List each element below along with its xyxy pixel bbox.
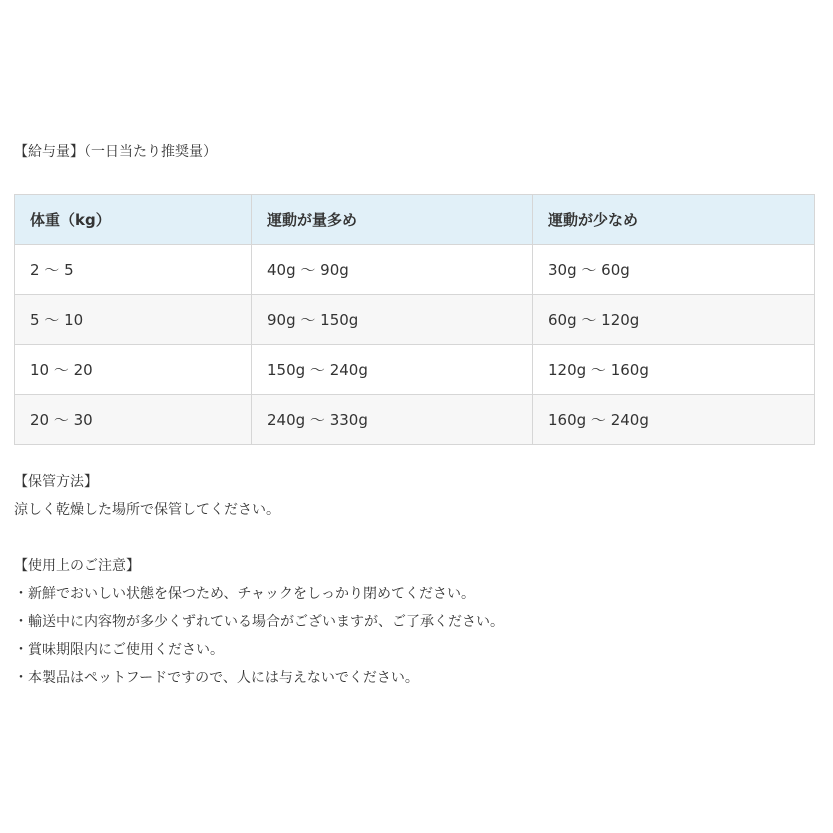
- active-amount-cell: 90g ～ 150g: [252, 295, 533, 345]
- header-weight: 体重（kg）: [15, 195, 252, 245]
- weight-cell: 2 ～ 5: [15, 245, 252, 295]
- weight-cell: 5 ～ 10: [15, 295, 252, 345]
- weight-cell: 10 ～ 20: [15, 345, 252, 395]
- header-active: 運動が量多め: [252, 195, 533, 245]
- caution-item: ・新鮮でおいしい状態を保つため、チャックをしっかり閉めてください。: [14, 586, 476, 602]
- caution-section: [14, 552, 504, 692]
- table-row: [15, 345, 815, 395]
- less-active-amount-cell: 60g ～ 120g: [533, 295, 815, 345]
- feeding-amount-heading: 【給与量】（一日当たり推奨量）: [14, 144, 217, 160]
- caution-item: ・本製品はペットフードですので、人には与えないでください。: [14, 670, 419, 686]
- caution-heading: 【使用上のご注意】: [14, 558, 140, 574]
- less-active-amount-cell: 160g ～ 240g: [533, 395, 815, 445]
- active-amount-cell: 240g ～ 330g: [252, 395, 533, 445]
- active-amount-cell: 150g ～ 240g: [252, 345, 533, 395]
- table-row: [15, 245, 815, 295]
- table-row: [15, 295, 815, 345]
- weight-cell: 20 ～ 30: [15, 395, 252, 445]
- storage-section: [14, 468, 280, 524]
- less-active-amount-cell: 120g ～ 160g: [533, 345, 815, 395]
- table-header-row: [15, 195, 815, 245]
- active-amount-cell: 40g ～ 90g: [252, 245, 533, 295]
- table-row: [15, 395, 815, 445]
- header-less-active: 運動が少なめ: [533, 195, 815, 245]
- storage-text: 涼しく乾燥した場所で保管してください。: [14, 502, 280, 518]
- less-active-amount-cell: 30g ～ 60g: [533, 245, 815, 295]
- feeding-table: [14, 194, 815, 445]
- caution-item: ・賞味期限内にご使用ください。: [14, 642, 224, 658]
- storage-heading: 【保管方法】: [14, 474, 98, 490]
- caution-item: ・輸送中に内容物が多少くずれている場合がございますが、ご了承ください。: [14, 614, 504, 630]
